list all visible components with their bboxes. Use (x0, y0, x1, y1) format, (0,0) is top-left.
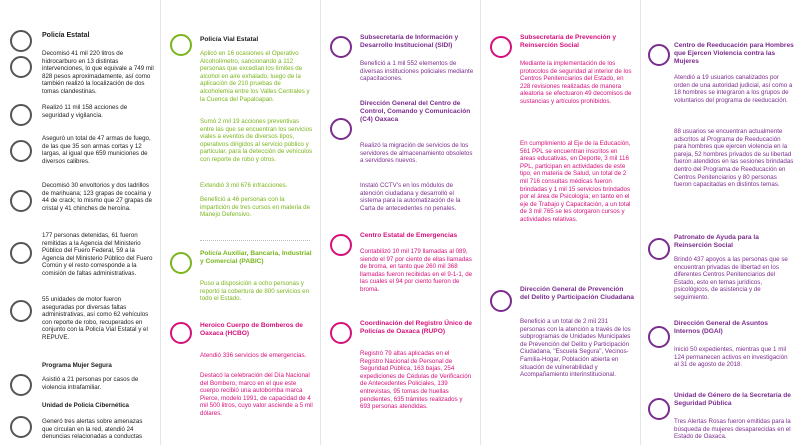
patrol-car-icon (10, 104, 32, 126)
heading: Centro Estatal de Emergencias (360, 232, 458, 239)
paragraph: Benefició a un total de 2 mil 231 personas con la atención a través de los subprogramas de Unidades Municipales de Prevención del Delito y Participación Ciudadana, "Escuela Segura", Vecinos-Familia-Hogar, Población abierta en situación de vulnerabilidad y Acompañamiento interinstitucional. (520, 318, 631, 379)
section-title-vial (200, 36, 314, 44)
paragraph: Benefició a 1 mil 552 elementos de diversas instituciones policiales mediante capacitaciones. (360, 60, 474, 83)
heading: Dirección General de Asuntos Internos (DGAI) (674, 320, 768, 335)
section-title-patronato (674, 234, 794, 252)
subtitle-policia-cibernetica (42, 402, 154, 410)
c4-icon (330, 118, 352, 140)
paragraph: Aseguró un total de 47 armas de fuego, de las que 35 son armas cortas y 12 largas, al igual que 659 municiones de diversos calibres. (42, 135, 151, 165)
subtitle-mujer-segura (42, 362, 154, 370)
paragraph: Atendió 336 servicios de emergencias. (200, 352, 307, 359)
paragraph: Generó tres alertas sobre amenazas que circulan en la red, atendió 24 denuncias relacionadas a conductas (42, 418, 143, 441)
911-icon (330, 234, 352, 256)
section-title-hcbo (200, 322, 314, 340)
paragraph: Benefició a 46 personas con la impartición de tres cursos en materia de Manejo Defensivo. (200, 196, 311, 219)
vehicle-icon (10, 300, 32, 322)
paragraph: Inició 50 expedientes, mientras que 1 mil 124 permanecen activos en investigación al 31 de agosto de 2018. (674, 346, 788, 369)
computer-icon (10, 416, 32, 438)
detainee-icon (10, 242, 32, 264)
helping-hand-icon (648, 238, 670, 260)
paragraph: Sumó 2 mil 19 acciones preventivas entre las que se encuentran los servicios viales a eventos de diversos tipos, operativos dirigidos al servicio público y particular, para la detección de vehículos con reporte de robo y otros. (200, 118, 313, 163)
information-icon (330, 36, 352, 58)
heading: Subsecretaría de Prevención y Reinserción Social (520, 34, 617, 49)
section-title-emergencias (360, 232, 474, 240)
investigation-icon (648, 326, 670, 348)
heading: Heroico Cuerpo de Bomberos de Oaxaca (HCBO) (200, 322, 303, 337)
drugs-icon (10, 190, 32, 212)
paragraph: Extendió 3 mil 676 infracciones. (200, 182, 288, 189)
paragraph: En cumplimiento al Eje de la Educación, 561 PPL se encuentran inscritos en áreas educativas, en Deporte, 3 mil 116 PPL, participan en actividades de este tipo; en materia de Salud, un total de 2 mil 716 consultas médicas fueron brindadas y 1 mil 15 servicios brindados por el área de Psicología; en tanto en el eje de Trabajo y Capacitación, a un total de 3 mil 765 se les otorgaron cursos y actividades relativas. (520, 140, 631, 223)
firefighter-icon (170, 322, 192, 344)
paragraph: Realizó la migración de servicios de los servidores de almacenamiento obsoletos a servidores nuevos. (360, 142, 473, 165)
section-title-c4 (360, 100, 474, 128)
shield-icon (170, 252, 192, 274)
weapons-icon (10, 140, 32, 162)
section-title-dgai (674, 320, 794, 338)
paragraph: 88 usuarios se encuentran actualmente adscritos al Programa de Reeducación para hombres que ejercen violencia en la pareja, 52 hombres privados de su libertad fueron atendidos en las sesiones brindadas dentro del Programa de Reeducación en Centros Penitenciarios y 80 personas fueron capacitadas en distintos temas. (674, 128, 794, 189)
heading: Coordinación del Registro Único de Policías de Oaxaca (RUPO) (360, 320, 473, 335)
column-prevencion (480, 0, 640, 445)
paragraph: Decomisó 30 envoltorios y dos ladrillos de marihuana; 123 grapas de cocaína y 44 de crack; lo mismo que 27 grapas de cristal y 41 chinches de heroína. (42, 182, 153, 212)
men-group-icon (648, 44, 670, 66)
paragraph: Destacó la celebración del Día Nacional del Bombero, marco en el que este cuerpo recibió una autobomba marca Pierce, modelo 1991, de capacidad de 4 mil 500 litros, cuyo valor asciende a 5 mil dólares. (200, 372, 313, 417)
heading: Centro de Reeducación para Hombres que Ejercen Violencia contra las Mujeres (674, 42, 794, 65)
paragraph: 177 personas detenidas, 61 fueron remitidas a la Agencia del Ministerio Público del Fuero Federal, 59 a la Agencia del Ministerio Público del Fuero Común y el resto corresponde a la comisión de faltas administrativas. (42, 232, 153, 277)
police-badge-icon (10, 30, 32, 52)
gender-icon (648, 398, 670, 420)
section-title-delito (520, 286, 634, 314)
heading: Subsecretaría de Información y Desarrollo Institucional (SIDI) (360, 34, 459, 49)
column-policia-estatal (0, 0, 160, 445)
section-title-prevencion (520, 34, 634, 52)
heading: Policía Auxiliar, Bancaria, Industrial y Comercial (PABIC) (200, 250, 312, 265)
paragraph: Asistió a 21 personas por casos de violencia intrafamiliar. (42, 376, 139, 391)
paragraph: Registró 79 altas aplicadas en el Registro Nacional de Personal de Seguridad Pública, 163 bajas, 254 expediciones de Cédulas de Verificación de Antecedentes Policiales, 139 entrevistas, 95 tomas de huellas pendientes, 635 trámites realizados y 693 personas atendidas. (360, 350, 472, 411)
heading: Policía Vial Estatal (200, 36, 259, 43)
column-sidi (320, 0, 480, 445)
heading: Programa Mujer Segura (42, 362, 112, 369)
paragraph: Tres Alertas Rosas fueron emitidas para la búsqueda de mujeres desaparecidas en el Estado de Oaxaca. (674, 418, 791, 441)
section-title-rupo (360, 320, 474, 338)
section-title-reeducacion (674, 42, 794, 70)
paragraph: Instaló CCTV's en los módulos de atención ciudadana y desarrolló el sistema para la automatización de la Carta de antecedentes no penales. (360, 182, 461, 212)
section-title-policia-estatal (42, 32, 154, 40)
paragraph: Brindó 437 apoyos a las personas que se encuentran privadas de libertad en los diferentes Centros Penitenciarios del Estado, esto en temas jurídicos, psicológicos, de asistencia y de seguimiento. (674, 256, 788, 301)
paragraph: Puso a disposición a ocho personas y reportó la cobertura de 800 servicios en todo el Estado. (200, 280, 310, 303)
fingerprint-icon (330, 322, 352, 344)
section-title-pabic (200, 250, 314, 274)
paragraph: 55 unidades de motor fueron aseguradas por diversas faltas administrativas, así como 62 vehículos con reporte de robo, recuperados en conjunto con la Policía Vial Estatal y el REPUVE. (42, 296, 149, 341)
community-icon (490, 290, 512, 312)
heading: Unidad de Policía Cibernética (42, 402, 129, 409)
heading: Dirección General del Centro de Control, Comando y Comunicación (C4) Oaxaca (360, 100, 471, 123)
paragraph: Contabilizó 10 mil 179 llamadas al 089, siendo el 97 por ciento de ellas llamadas de broma, en tanto que 260 mil 368 llamadas fueron recibidas en el 9-1-1, de las cuales el 94 por ciento fueron de broma. (360, 248, 473, 293)
prevention-icon (490, 36, 512, 58)
column-policia-vial (160, 0, 320, 445)
traffic-police-icon (170, 34, 192, 56)
column-reeducacion (640, 0, 800, 445)
section-title-sidi (360, 34, 474, 52)
divider (200, 240, 310, 241)
section-title-genero (674, 392, 794, 410)
heading: Policía Estatal (42, 32, 90, 39)
paragraph: Atendió a 19 usuarios canalizados por orden de una autoridad judicial, así como a 18 hombres se integraron a los grupos de voluntarios del programa de reeducación. (674, 74, 793, 104)
paragraph: Realizó 11 mil 158 acciones de seguridad y vigilancia. (42, 104, 128, 119)
paragraph: Aplicó en 16 ocasiones el Operativo Alcoholímetro, sancionando a 112 personas que excedían los límites de alcohol en aire exhalado, luego de la aplicación de 210 pruebas de alcoholemia entre los Valles Centrales y la Cuenca del Papaloapan. (200, 50, 310, 103)
woman-icon (10, 374, 32, 396)
fuel-pump-icon (10, 56, 32, 78)
heading: Unidad de Género de la Secretaría de Seguridad Pública (674, 392, 791, 407)
paragraph: Decomisó 41 mil 220 litros de hidrocarburo en 13 distintas intervenciones, lo que equivale a 749 mil 828 pesos aproximadamente, así como también realizó la localización de dos tomas clandestinas. (42, 50, 154, 95)
heading: Dirección General de Prevención del Delito y Participación Ciudadana (520, 286, 634, 301)
heading: Patronato de Ayuda para la Reinserción Social (674, 234, 759, 249)
paragraph: Mediante la implementación de los protocolos de seguridad al interior de los Centros Penitenciarios del Estado, en 228 revisiones realizadas de manera aleatoria se efectuaron 49 decomisos de sustancias y artículos prohibidos. (520, 60, 632, 105)
